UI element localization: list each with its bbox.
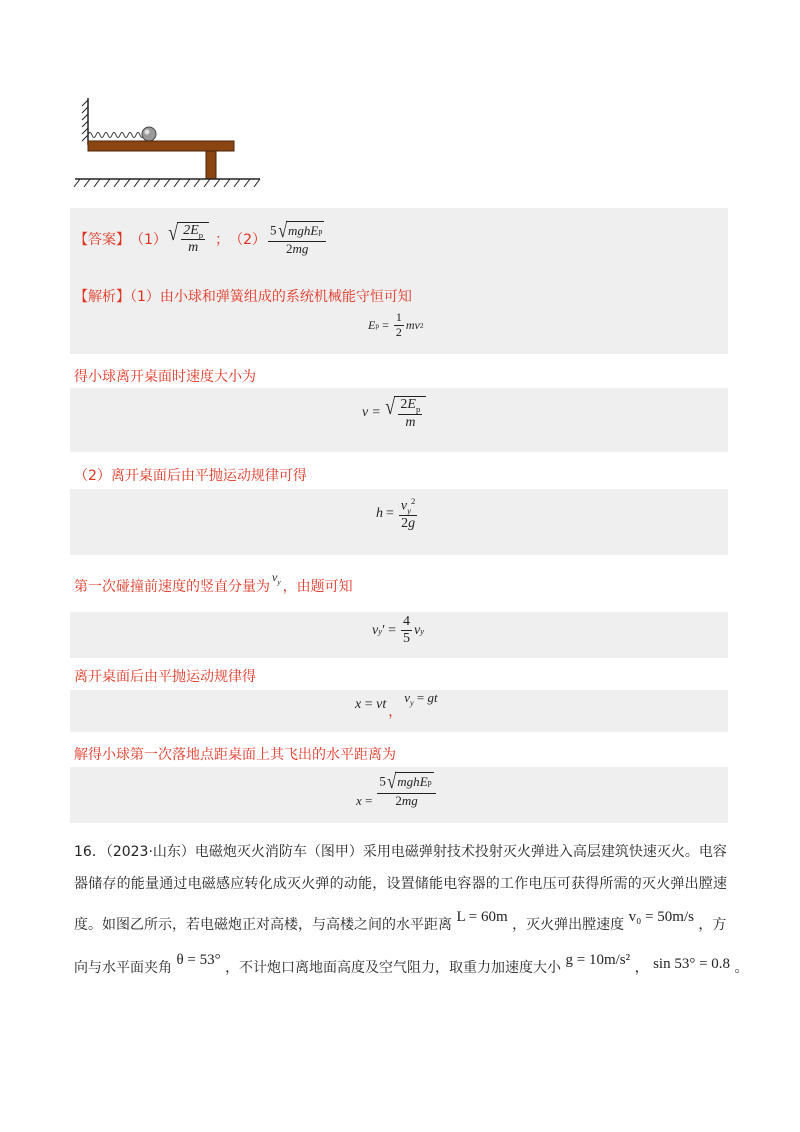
analysis-line-1 bbox=[74, 286, 412, 306]
analysis-text-1: （1）由小球和弹簧组成的系统机械能守恒可知 bbox=[130, 289, 412, 305]
analysis-tag: 【解析】 bbox=[74, 289, 130, 305]
analysis-line-3: （2）离开桌面后由平抛运动规律可得 bbox=[74, 468, 307, 484]
vy-symbol: $v_y$ bbox=[272, 569, 281, 586]
question-text-4a: 向与水平面夹角 bbox=[74, 959, 172, 976]
answer-line bbox=[74, 216, 328, 262]
question-text-4c: ， bbox=[634, 959, 649, 976]
distance-value: L = 60m bbox=[456, 909, 508, 926]
result-equation: x = 5 √ mgh E p 2mg bbox=[356, 772, 438, 809]
muzzle-speed-value: v₀ = 50m/s bbox=[628, 909, 694, 926]
question-text-4d: 。 bbox=[734, 959, 749, 976]
ratio-equation: v y ′ = $\frac{4}{5}$ v y bbox=[372, 614, 425, 647]
spring-table-figure bbox=[70, 95, 270, 195]
answer-separator: ； bbox=[215, 232, 230, 248]
answer-part2-label: （2） bbox=[229, 232, 267, 248]
motion-equations bbox=[355, 690, 438, 720]
analysis-text-4a: 第一次碰撞前速度的竖直分量为 bbox=[74, 579, 270, 595]
gravity-value: g = 10m/s² bbox=[565, 951, 631, 968]
question-text-4b: ，不计炮口离地面高度及空气阻力，取重力加速度大小 bbox=[225, 959, 562, 976]
answer-tag: 【答案】 bbox=[74, 232, 130, 248]
analysis-line-5: 离开桌面后由平抛运动规律得 bbox=[74, 669, 256, 685]
question-text-3b: ，灭火弹出膛速度 bbox=[512, 917, 625, 934]
sine-value: sin 53° = 0.8 bbox=[653, 955, 731, 972]
question-number: 16． bbox=[74, 844, 106, 860]
question-line-2: 器储存的能量通过电磁感应转化成灭火弹的动能，设置储能电容器的工作电压可获得所需的灭火弹出膛速 bbox=[74, 876, 728, 893]
analysis-line-4 bbox=[74, 569, 353, 596]
x-equation: x = vt bbox=[355, 697, 387, 712]
question-text-3a: 度。如图乙所示，若电磁炮正对高楼，与高楼之间的水平距离 bbox=[74, 917, 452, 934]
answer2-formula: 5 √ mgh E p 2mg bbox=[266, 221, 328, 258]
question-source: （2023·山东） bbox=[105, 844, 195, 860]
answer-part1-label: （1） bbox=[130, 232, 167, 248]
answer1-formula: √ $\frac{2E_p}{m}$ bbox=[167, 222, 209, 257]
angle-value: θ = 53° bbox=[176, 951, 221, 968]
analysis-text-4b: ，由题可知 bbox=[282, 579, 353, 595]
height-equation: h = $\frac{v_y^2}{2g}$ bbox=[376, 496, 416, 532]
energy-equation: E p = $\frac{1}{2}$ mv 2 bbox=[368, 310, 424, 339]
question-16 bbox=[74, 836, 749, 985]
motion-comma: ， bbox=[388, 704, 403, 720]
question-line-3 bbox=[74, 908, 734, 943]
question-text-1: 电磁炮灭火消防车（图甲）采用电磁弹射技术投射灭火弹进入高层建筑快速灭火。电容 bbox=[194, 844, 727, 860]
analysis-line-6: 解得小球第一次落地点距桌面上其飞出的水平距离为 bbox=[74, 747, 396, 763]
question-text-3c: ，方 bbox=[698, 917, 727, 934]
question-line-1 bbox=[74, 836, 734, 868]
velocity-equation: v = √ $\frac{2E_p}{m}$ bbox=[362, 396, 426, 431]
analysis-line-2: 得小球离开桌面时速度大小为 bbox=[74, 369, 256, 385]
question-line-4 bbox=[74, 951, 749, 986]
vy-equation: $v_y$ = gt bbox=[404, 690, 438, 708]
